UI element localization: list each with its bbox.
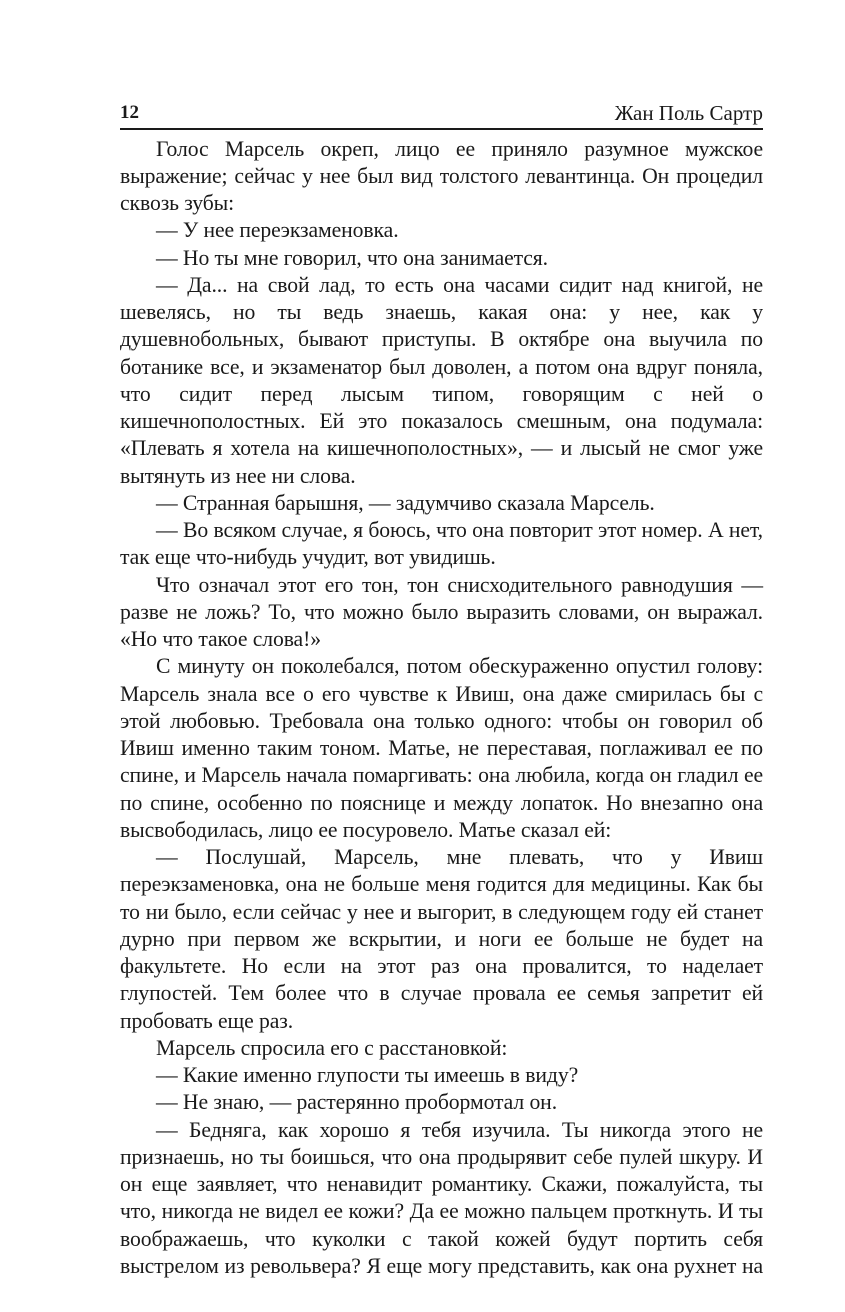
paragraph: — Да... на свой лад, то есть она часами сидит над книгой, не шевелясь, но ты ведь знаешь, какая она: у нее, как у душевнобольных, бывают приступы. В октябре она выучила по ботанике все, и экзаменатор был доволен, а потом она вдруг поняла, что сидит перед лысым типом, говорящим с ней о кишечнополостных. Ей это показалось смешным, она подумала: «Плевать я хотела на кишечнополостных», — и лысый не смог уже вытянуть из нее ни слова. [120, 272, 763, 488]
paragraph: — Во всяком случае, я боюсь, что она повторит этот номер. А нет, так еще что-нибудь учудит, вот увидишь. [120, 518, 763, 570]
body-text [120, 136, 763, 1281]
paragraph-continued: — Бедняга, как хорошо я тебя изучила. Ты никогда этого не признаешь, но ты боишься, что она продырявит себе пулей шкуру. И он еще заявляет, что ненавидит романтику. Скажи, пожалуйста, ты что, никогда не видел ее кожи? Да ее можно пальцем проткнуть. И ты воображаешь, что куколки с такой кожей будут портить себя выстрелом из револьвера? Я еще могу представить, как она рухнет на [120, 1117, 763, 1278]
header-rule [120, 128, 763, 130]
paragraph: Что означал этот его тон, тон снисходительного равнодушия — разве не ложь? То, что можно было выразить словами, он выражал. «Но что такое слова!» [120, 572, 763, 651]
paragraph: Марсель спросила его с расстановкой: [156, 1035, 508, 1060]
paragraph: — Но ты мне говорил, что она занимается. [156, 245, 548, 270]
running-head-author: Жан Поль Сартр [614, 101, 763, 125]
page-number: 12 [120, 102, 139, 123]
paragraph: — Странная барышня, — задумчиво сказала Марсель. [156, 490, 655, 515]
page-header [120, 98, 763, 128]
paragraph: — У нее переэкзаменовка. [156, 218, 399, 243]
paragraph: — Послушай, Марсель, мне плевать, что у Ивиш переэкзаменовка, она не больше меня годится для медицины. Как бы то ни было, если сейчас у нее и выгорит, в следующем году ей станет дурно при первом же вскрытии, и ноги ее больше не будет на факультете. Но если на этот раз она провалится, то наделает глупостей. Тем более что в случае провала ее семья запретит ей пробовать еще раз. [120, 845, 763, 1033]
paragraph: Голос Марсель окреп, лицо ее приняло разумное мужское выражение; сейчас у нее был вид толстого левантинца. Он процедил сквозь зубы: [120, 136, 763, 215]
paragraph: — Какие именно глупости ты имеешь в виду? [156, 1063, 579, 1087]
paragraph: С минуту он поколебался, потом обескураженно опустил голову: Марсель знала все о его чувстве к Ивиш, она даже смирилась бы с этой любовью. Требовала она только одного: чтобы он говорил об Ивиш именно таким тоном. Матье, не переставая, поглаживал ее по спине, и Марсель начала помаргивать: она любила, когда он гладил ее по спине, особенно по пояснице и между лопаток. Но внезапно она высвободилась, лицо ее посуровело. Матье сказал ей: [120, 654, 763, 842]
paragraph: — Не знаю, — растерянно пробормотал он. [156, 1090, 558, 1115]
book-page [120, 98, 763, 1280]
